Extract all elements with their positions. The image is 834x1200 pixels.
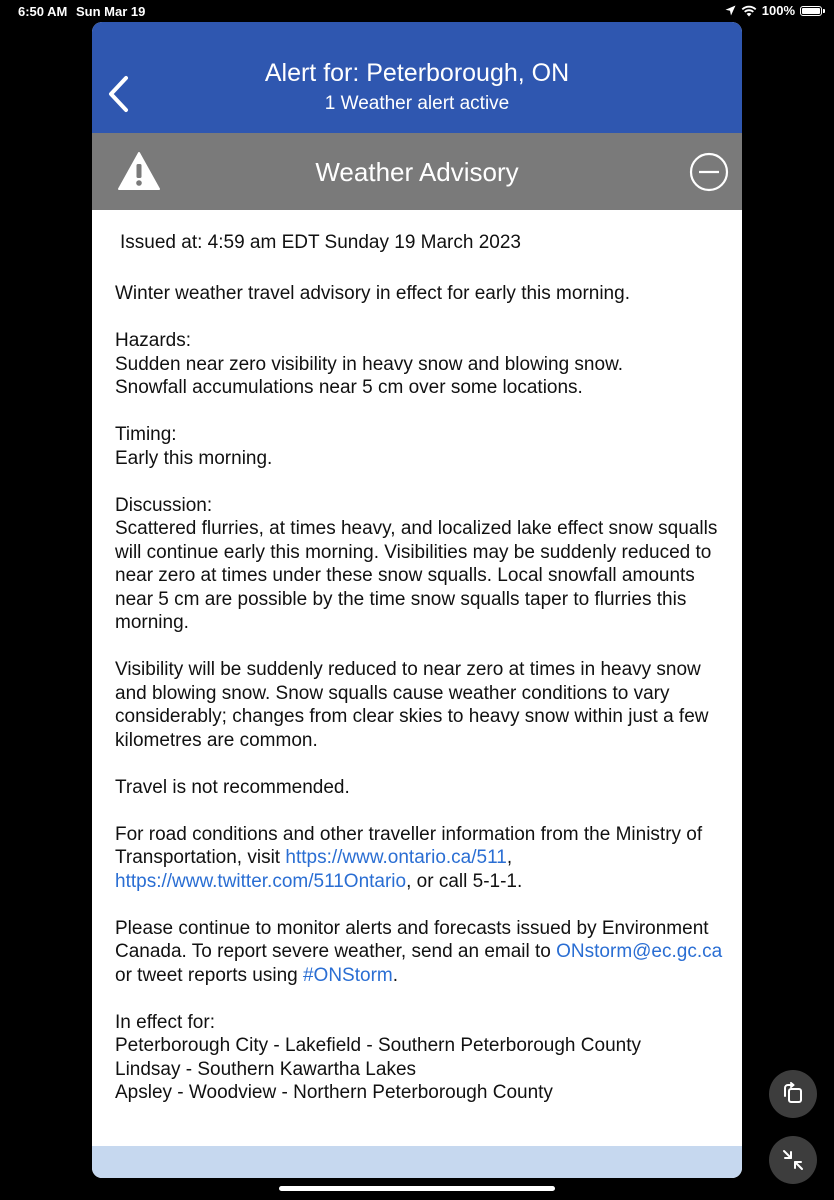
onstorm-hashtag-link[interactable]: #ONStorm [302,964,393,986]
effect-area: Lindsay - Southern Kawartha Lakes [115,1058,417,1080]
monitor-mid: or tweet reports using [115,964,303,986]
effect-area: Peterborough City - Lakefield - Southern Peterborough County [115,1035,641,1056]
wifi-icon [741,5,757,17]
monitor-text [115,917,730,988]
discussion-heading: Discussion: [115,494,213,516]
discussion-text: Scattered flurries, at times heavy, and localized lake effect snow squalls will continue early this morning. Visibilities may be suddenly reduced to near zero at times under these snow squalls. Local snowfall amounts near 5 cm are possible by the time snow squalls taper to flurries this morning. [115,518,718,633]
status-time: 6:50 AM [18,4,68,19]
road-suffix: , or call 5-1-1. [406,870,523,892]
issued-time: Issued at: 4:59 am EDT Sunday 19 March 2023 [120,232,521,253]
battery-percent: 100% [761,3,795,18]
timing-text: Early this morning. [115,447,273,469]
onstorm-email-link[interactable]: ONstorm@ec.gc.ca [556,941,723,962]
road-prefix: For road conditions and other traveller information from the Ministry of Transportation, visit [115,823,703,868]
hazard-line: Snowfall accumulations near 5 cm over some locations. [115,377,583,398]
discussion-section [115,494,730,635]
status-date: Sun Mar 19 [76,4,146,19]
road-conditions-text [115,823,730,894]
chevron-left-icon [104,74,134,114]
hazards-section [115,329,730,400]
rotate-window-icon [781,1082,805,1106]
home-indicator[interactable] [279,1186,555,1191]
twitter-511-link[interactable]: https://www.twitter.com/511Ontario [115,870,407,892]
status-bar [0,0,834,22]
alert-body [115,282,730,1105]
advisory-bar[interactable] [92,133,742,210]
shrink-arrows-icon [781,1148,805,1172]
effect-heading: In effect for: [115,1011,215,1033]
footer-strip [92,1146,742,1178]
minus-circle-icon [689,152,729,192]
status-right [725,3,822,18]
battery-icon [800,6,822,16]
alert-content[interactable] [92,210,742,1146]
shrink-button[interactable] [769,1136,817,1184]
effect-area: Apsley - Woodview - Northern Peterborough County [115,1082,553,1103]
collapse-button[interactable] [689,152,729,192]
hazards-heading: Hazards: [115,330,192,351]
location-arrow-icon [725,5,736,16]
hazard-line: Sudden near zero visibility in heavy snow and blowing snow. [115,353,624,375]
alert-modal [92,22,742,1178]
timing-heading: Timing: [115,424,177,445]
alert-count: 1 Weather alert active [324,93,510,114]
rotate-button[interactable] [769,1070,817,1118]
travel-text: Travel is not recommended. [115,776,350,798]
intro-text: Winter weather travel advisory in effect for early this morning. [115,283,630,304]
monitor-prefix: Please continue to monitor alerts and forecasts issued by Environment Canada. To report severe weather, send an email to [115,917,709,962]
back-button[interactable] [104,74,134,114]
warning-triangle-icon [117,151,161,191]
road-separator: , [506,847,513,868]
header [92,22,742,133]
ontario-511-link[interactable]: https://www.ontario.ca/511 [285,847,507,868]
page-title: Alert for: Peterborough, ON [264,59,570,87]
visibility-text: Visibility will be suddenly reduced to near zero at times in heavy snow and blowing snow. Snow squalls cause weather conditions to vary considerably; changes from clear skies to heavy snow within just a few kilometres are common. [115,659,709,751]
timing-section [115,423,730,470]
effect-section [115,1011,730,1105]
advisory-title: Weather Advisory [315,157,519,187]
monitor-suffix: . [392,964,399,986]
